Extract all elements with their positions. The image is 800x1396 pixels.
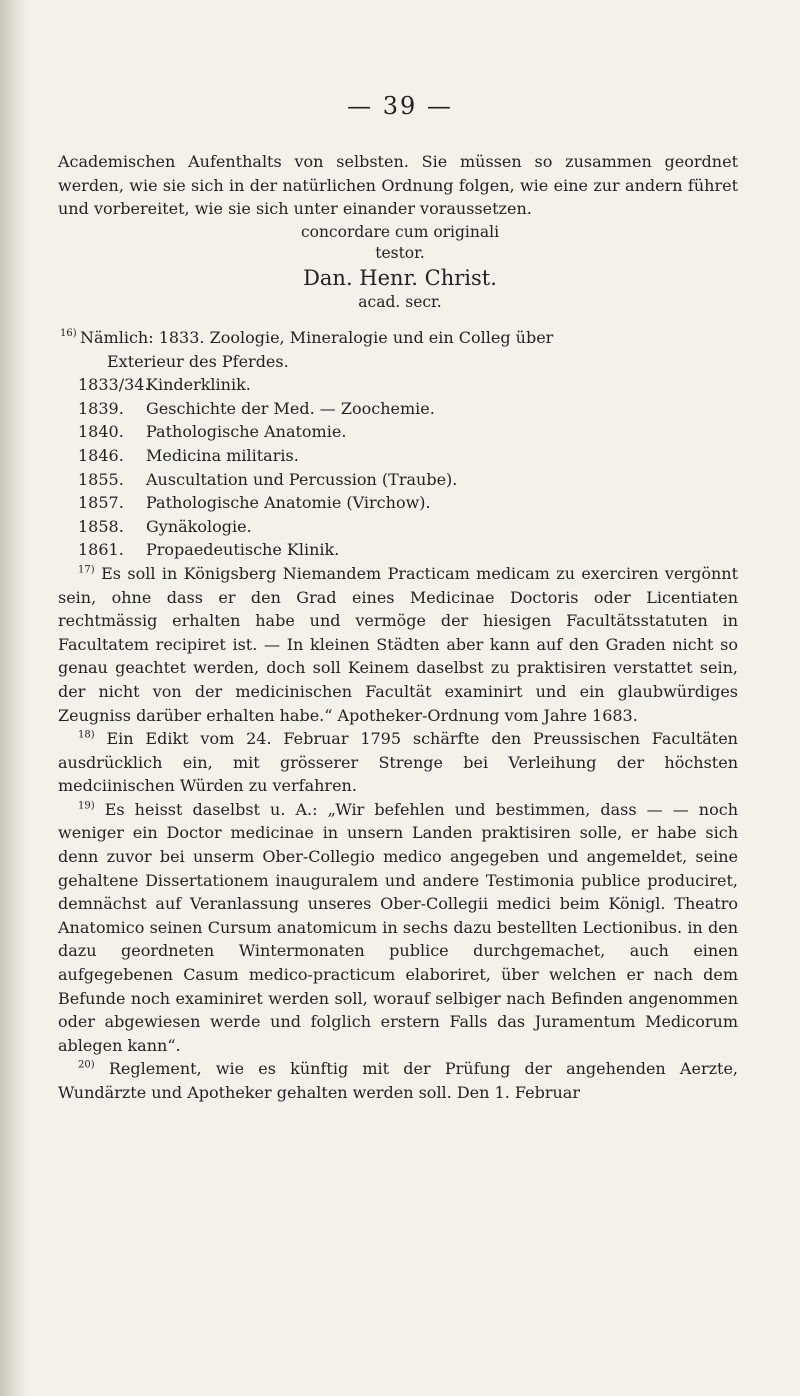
page-gutter-shadow	[0, 0, 28, 1396]
footnote-mark: 17)	[78, 564, 95, 576]
footnote-16-first-line: Nämlich: 1833. Zoologie, Mineralogie und ein Colleg über	[80, 328, 554, 347]
footnote-19	[58, 798, 738, 1058]
footnote-16-continuation: Exterieur des Pferdes.	[107, 351, 289, 371]
signature-line-2: testor.	[375, 244, 425, 262]
footnotes	[58, 326, 738, 1105]
signature-title: acad. secr.	[358, 293, 442, 311]
footnote-mark: 18)	[78, 729, 95, 741]
list-item: 1833/34. Kinderklinik.	[78, 375, 251, 395]
footnote-16	[58, 326, 738, 373]
list-item: 1861. Propaedeutische Klinik.	[78, 540, 340, 560]
list-item: 1839. Geschichte der Med. — Zoochemie.	[78, 398, 435, 418]
footnote-20	[58, 1057, 738, 1104]
signature-name: Dan. Henr. Christ.	[303, 266, 497, 290]
footnote-19-text: Es heisst daselbst u. A.: „Wir befehlen und bestimmen, dass — — noch weniger ein Doctor medicinae in unsern Landen praktisiren solle, er habe sich denn zuvor bei unserm Ober-Collegio medico angegeben und angemeldet, seine gehaltene Dissertationem inauguralem und andere Testimonia publice produciret, demnächst auf Veranlassung unseres Ober-Collegii medici beim Königl. Theatro Anatomico seinen Cursum anatomicum in sechs dazu bestellten Lectionibus. in den dazu geordneten Wintermonaten publice durchgemachet, auch einen aufgegebenen Casum medico-practicum elaboriret, über welchen er nach dem Befunde noch examiniret werden soll, worauf selbiger nach Befinden angenommen oder abgewiesen werde und folglich erstern Falls das Juramentum Medicorum ablegen kann“.	[58, 799, 738, 1055]
footnote-18	[58, 727, 738, 798]
footnote-16-list	[58, 373, 738, 562]
list-item: 1840. Pathologische Anatomie.	[78, 422, 347, 442]
footnote-mark: 19)	[78, 800, 95, 812]
footnote-mark: 20)	[78, 1060, 95, 1072]
list-item: 1858. Gynäkologie.	[78, 516, 252, 536]
list-item: 1846. Medicina militaris.	[78, 445, 299, 465]
main-paragraph: Academischen Aufenthalts von selbsten. Sie müssen so zusammen geordnet werden, wie sie sich in der natürlichen Ordnung folgen, wie eine zur andern führet und vorbereitet, wie sie sich unter einander voraussetzen.	[58, 152, 738, 219]
signature-line-1: concordare cum originali	[300, 223, 500, 241]
page-number: — 39 —	[347, 92, 453, 120]
footnote-17	[58, 562, 738, 727]
list-item: 1857. Pathologische Anatomie (Virchow).	[78, 493, 431, 513]
footnote-20-text: Reglement, wie es künftig mit der Prüfung der angehenden Aerzte, Wundärzte und Apotheker gehalten werden soll. Den 1. Februar	[58, 1059, 739, 1102]
footnote-17-text: Es soll in Königsberg Niemandem Practicam medicam zu exerciren vergönnt sein, ohne dass er den Grad eines Medicinae Doctoris oder Licentiaten rechtmässig erhalten habe und vermöge der hiesigen Facultätsstatuten in Facultatem recipiret ist. — In kleinen Städten aber kann auf den Graden nicht so genau geachtet werden, doch soll Keinem daselbst zu praktisiren verstattet sein, der nicht von der medicinischen Facultät examinirt und ein glaubwürdiges Zeugniss darüber erhalten habe.“ Apotheker-Ordnung vom Jahre 1683.	[58, 563, 739, 725]
footnote-mark: 16)	[60, 328, 77, 339]
footnote-18-text: Ein Edikt vom 24. Februar 1795 schärfte den Preussischen Facultäten ausdrücklich ein, mit grösserer Strenge bei Verleihung der höchsten medciinischen Würden zu verfahren.	[58, 729, 738, 796]
list-item: 1855. Auscultation und Percussion (Traube).	[78, 469, 458, 489]
